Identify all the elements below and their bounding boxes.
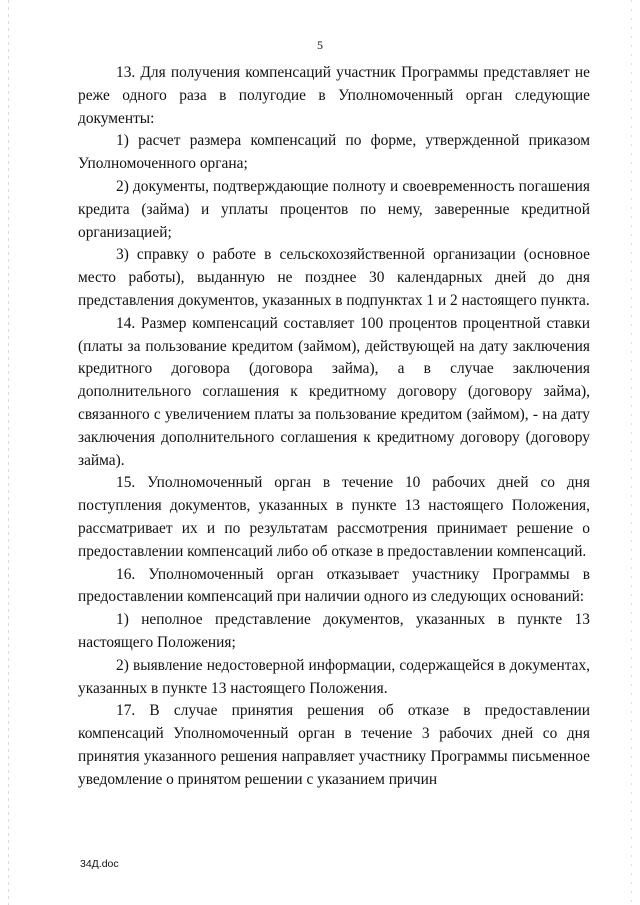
paragraph-13-item-1: 1) расчет размера компенсаций по форме, утвержденной приказом Уполномоченного органа; [78,132,590,173]
scan-edge-right [631,0,632,905]
footer-filename: 34Д.doc [80,858,119,870]
paragraph-15: 15. Уполномоченный орган в течение 10 рабочих дней со дня поступления документов, указанных в пункте 13 настоящего Положения, рассматривает их и по результатам рассмотрения принимает решение о предоставлении компенсаций либо об отказе в предоставлении компенсаций. [78,474,590,560]
paragraph-16: 16. Уполномоченный орган отказывает участнику Программы в предоставлении компенсаций при наличии одного из следующих оснований: [78,565,590,606]
paragraph-17: 17. В случае принятия решения об отказе в предоставлении компенсаций Уполномоченный орган в течение 3 рабочих дней со дня принятия указанного решения направляет участнику Программы письменное уведомление о принятом решении с указанием причин [78,702,590,788]
document-body [78,62,590,792]
paragraph-13-item-3: 3) справку о работе в сельскохозяйственной организации (основное место работы), выданную не позднее 30 календарных дней до дня представления документов, указанных в подпунктах 1 и 2 настоящего пункта. [78,246,590,309]
paragraph-16-item-2: 2) выявление недостоверной информации, содержащейся в документах, указанных в пункте 13 настоящего Положения. [78,656,590,697]
page-number: 5 [317,38,323,52]
paragraph-13-item-2: 2) документы, подтверждающие полноту и своевременность погашения кредита (займа) и уплаты процентов по нему, заверенные кредитной организацией; [78,177,590,241]
paragraph-14: 14. Размер компенсаций составляет 100 процентов процентной ставки (платы за пользование кредитом (займом), действующей на дату заключения кредитного договора (договора займа), а в случае заключения дополнительного соглашения к кредитному договору (договору займа), связанного с увеличением платы за пользование кредитом (займом), - на дату заключения дополнительного соглашения к кредитному договору (договору займа). [78,314,590,469]
scan-edge-left [8,0,9,905]
paragraph-16-item-1: 1) неполное представление документов, указанных в пункте 13 настоящего Положения; [78,611,590,651]
paragraph-13: 13. Для получения компенсаций участник Программы представляет не реже одного раза в полугодие в Уполномоченный орган следующие документы: [78,64,590,127]
